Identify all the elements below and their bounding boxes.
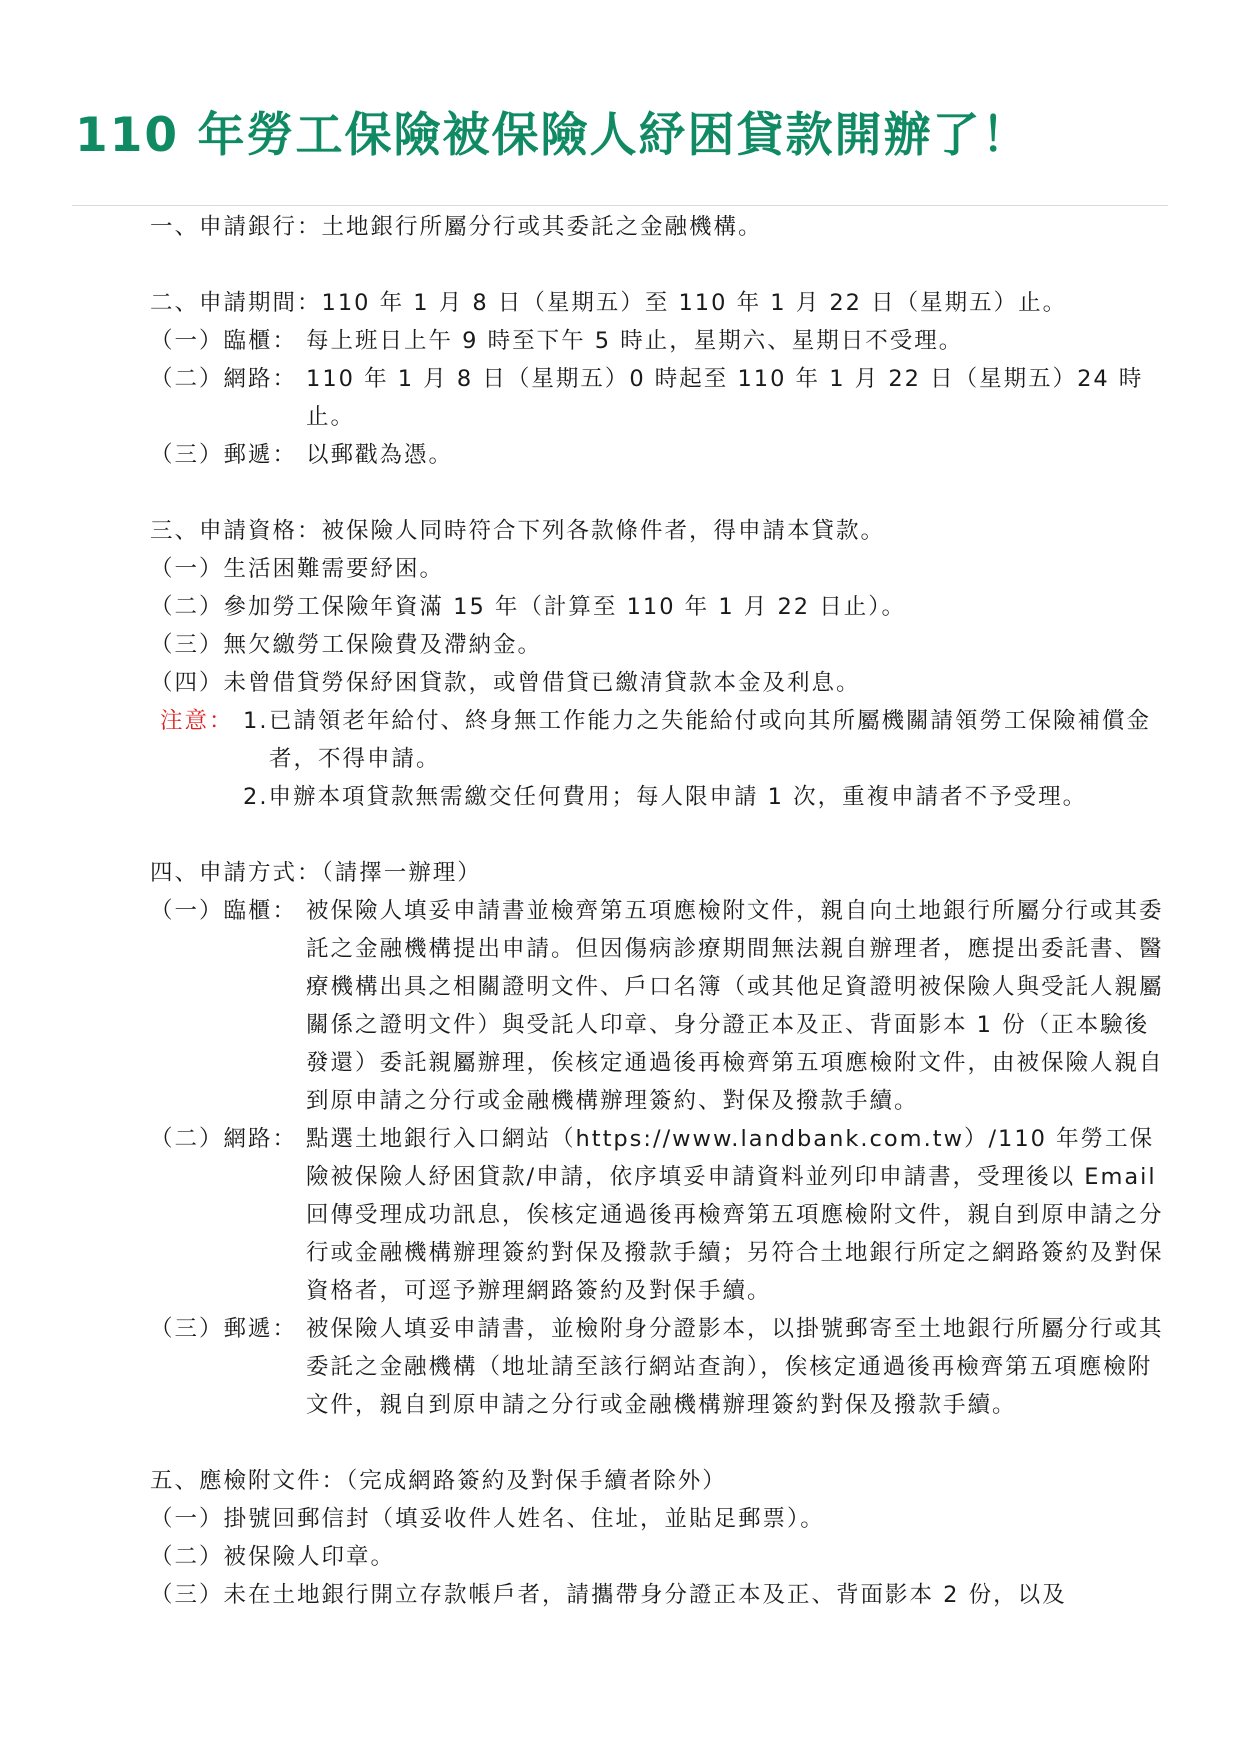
section-eligibility (150, 512, 1170, 816)
notice-item (160, 702, 1170, 778)
list-item: （一）掛號回郵信封（填妥收件人姓名、住址，並貼足郵票）。 (150, 1506, 825, 1532)
page-title: 110 年勞工保險被保險人紓困貸款開辦了！ (75, 108, 1031, 163)
item-text: 被保險人填妥申請書並檢齊第五項應檢附文件，親自向土地銀行所屬分行或其委託之金融機構提出申請。但因傷病診療期間無法親自辦理者，應提出委託書、醫療機構出具之相關證明文件、戶口名簿（或其他足資證明被保險人與受託人親屬關係之證明文件）與受託人印章、身分證正本及正、背面影本 1 份（正本驗後發還）委託親屬辦理，俟核定通過後再檢齊第五項應檢附文件，由被保險人親自到原申請之分行或金融機構辦理簽約、對保及撥款手續。 (306, 898, 1164, 1114)
list-item: （一）生活困難需要紓困。 (150, 556, 445, 582)
item-text: 每上班日上午 9 時至下午 5 時止，星期六、星期日不受理。 (306, 328, 964, 354)
section-heading: 三、申請資格：被保險人同時符合下列各款條件者，得申請本貸款。 (150, 518, 886, 544)
title-divider (72, 205, 1168, 206)
section-heading: 四、申請方式：（請擇一辦理） (150, 860, 482, 886)
item-label: （二）網路： (150, 366, 298, 392)
list-item: （三）無欠繳勞工保險費及滯納金。 (150, 632, 543, 658)
item-label: （三）郵遞： (150, 442, 298, 468)
list-item (150, 360, 1170, 436)
item-text: 110 年 1 月 8 日（星期五）0 時起至 110 年 1 月 22 日（星期五）24 時止。 (306, 366, 1144, 430)
item-text: 點選土地銀行入口網站（https://www.landbank.com.tw）/110 年勞工保險被保險人紓困貸款/申請，依序填妥申請資料並列印申請書，受理後以 Email 回傳受理成功訊息，俟核定通過後再檢齊第五項應檢附文件，親自到原申請之分行或金融機構辦理簽約對保及撥款手續；另符合土地銀行所定之網路簽約及對保資格者，可逕予辦理網路簽約及對保手續。 (306, 1126, 1164, 1304)
item-label: （三）郵遞： (150, 1316, 298, 1342)
list-item (150, 1310, 1170, 1424)
list-item (150, 436, 1170, 474)
section-heading: 二、申請期間：110 年 1 月 8 日（星期五）至 110 年 1 月 22 日（星期五）止。 (150, 290, 1068, 316)
item-label: （一）臨櫃： (150, 898, 298, 924)
item-label: （二）網路： (150, 1126, 298, 1152)
notice-label: 注意： (160, 708, 234, 734)
notice-item: 2.申辦本項貸款無需繳交任何費用；每人限申請 1 次，重複申請者不予受理。 (243, 784, 1088, 810)
list-item: （四）未曾借貸勞保紓困貸款，或曾借貸已繳清貸款本金及利息。 (150, 670, 861, 696)
section-documents (150, 1462, 1170, 1614)
list-item (150, 1120, 1170, 1310)
section-heading: 五、應檢附文件：（完成網路簽約及對保手續者除外） (150, 1468, 727, 1494)
list-item: （三）未在土地銀行開立存款帳戶者，請攜帶身分證正本及正、背面影本 2 份，以及 (150, 1582, 1067, 1608)
section-apply-period (150, 284, 1170, 474)
list-item: （二）被保險人印章。 (150, 1544, 396, 1570)
notice-number: 1. (243, 708, 269, 734)
item-text: 以郵戳為憑。 (306, 442, 454, 468)
list-item (150, 322, 1170, 360)
notice-text: 已請領老年給付、終身無工作能力之失能給付或向其所屬機關請領勞工保險補償金者，不得申請。 (269, 708, 1152, 772)
document-body (150, 208, 1170, 1652)
section-apply-bank (150, 208, 1170, 246)
list-item (150, 892, 1170, 1120)
section-apply-method (150, 854, 1170, 1424)
item-text: 被保險人填妥申請書，並檢附身分證影本，以掛號郵寄至土地銀行所屬分行或其委託之金融機構（地址請至該行網站查詢），俟核定通過後再檢齊第五項應檢附文件，親自到原申請之分行或金融機構辦理簽約對保及撥款手續。 (306, 1316, 1164, 1418)
list-item: （二）參加勞工保險年資滿 15 年（計算至 110 年 1 月 22 日止）。 (150, 594, 906, 620)
item-label: （一）臨櫃： (150, 328, 298, 354)
section-heading: 一、申請銀行：土地銀行所屬分行或其委託之金融機構。 (150, 214, 763, 240)
